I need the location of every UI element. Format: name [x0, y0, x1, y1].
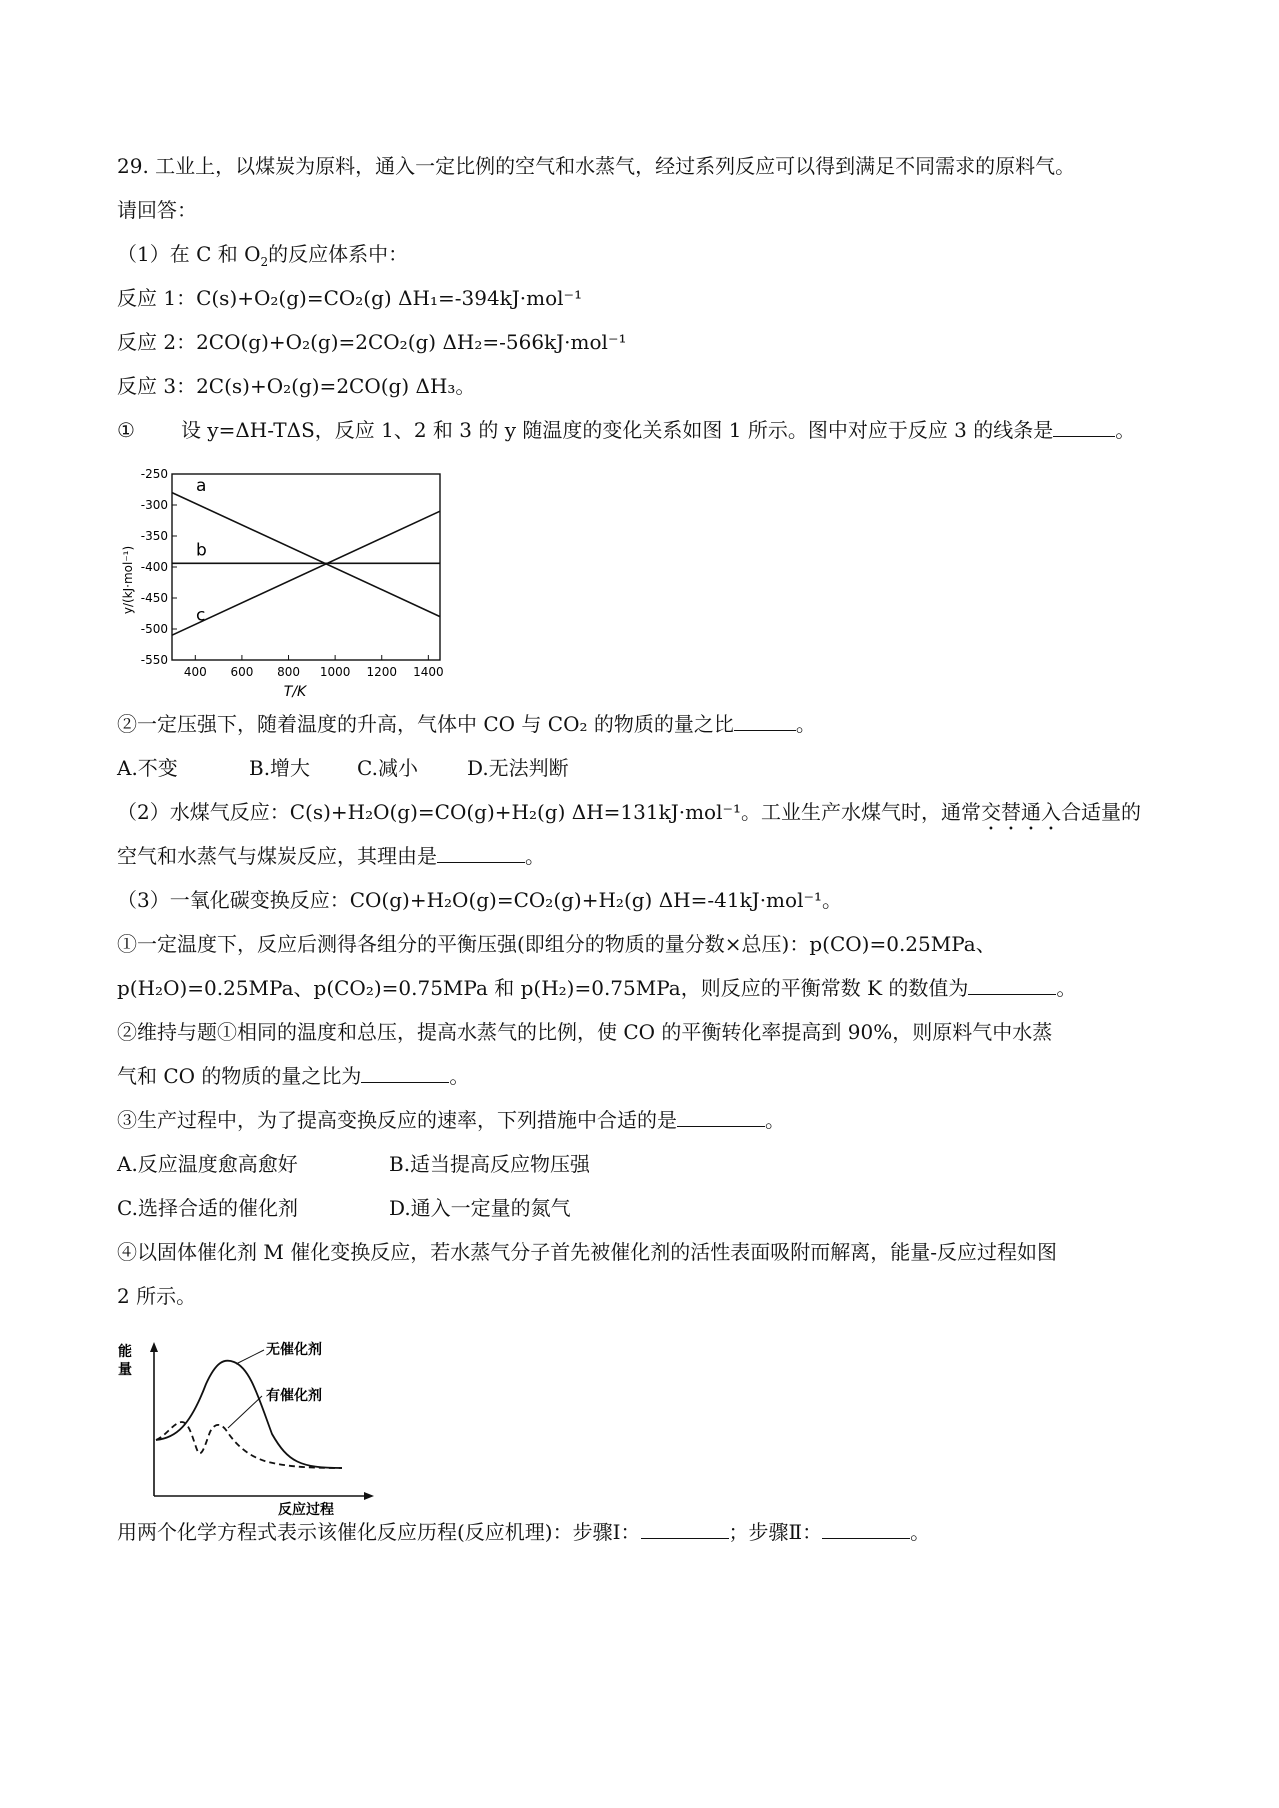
- q1-end: 。: [1115, 418, 1136, 442]
- q2-option-d: D.无法判断: [467, 756, 569, 780]
- part2-end: 。: [525, 844, 545, 868]
- part3-q2-blank[interactable]: [361, 1062, 449, 1083]
- part3-q3-end: 。: [765, 1108, 785, 1132]
- q2-option-a: A.不变: [117, 756, 178, 780]
- fig1-y-tick-label: -500: [140, 622, 168, 636]
- fig1-series-label-c: c: [195, 605, 206, 626]
- q1-number: ①: [117, 418, 135, 442]
- reaction-2: 反应 2：2CO(g)+O₂(g)=2CO₂(g) ΔH₂=-566kJ·mol⁻¹: [117, 330, 627, 354]
- part1-title: [117, 240, 408, 276]
- reaction-3: 反应 3：2C(s)+O₂(g)=2CO(g) ΔH₃。: [117, 374, 476, 398]
- o2-subscript: 2: [260, 255, 269, 269]
- fig1-y-tick-label: -300: [140, 498, 168, 512]
- intro-line-2: 请回答：: [117, 198, 197, 222]
- part3-q1-text: p(H₂O)=0.25MPa、p(CO₂)=0.75MPa 和 p(H₂)=0.75MPa，则反应的平衡常数 K 的数值为: [117, 976, 969, 1000]
- part2-line-2-text: 空气和水蒸气与煤炭反应，其理由是: [117, 844, 437, 868]
- fig1-y-tick-label: -550: [140, 653, 168, 667]
- step1-blank[interactable]: [641, 1518, 729, 1539]
- part1-title-b: 的反应体系中：: [268, 242, 409, 266]
- fig2-y-arrow: [150, 1342, 158, 1352]
- q1-text: 设 y=ΔH-TΔS，反应 1、2 和 3 的 y 随温度的变化关系如图 1 所示。图中对应于反应 3 的线条是: [180, 418, 1054, 442]
- part2-emphasis: 交替通入: [981, 800, 1062, 824]
- fig1-x-tick-label: 400: [183, 665, 207, 679]
- part2-line-1: [117, 798, 1141, 835]
- fig1-x-tick-label: 1400: [413, 665, 444, 679]
- final-end: 。: [910, 1520, 931, 1544]
- q2-end: 。: [795, 712, 816, 736]
- fig1-x-tick-label: 1200: [366, 665, 398, 679]
- part2-blank[interactable]: [437, 842, 525, 863]
- q2-options: [117, 754, 569, 782]
- part3-title: （3）一氧化碳变换反应：CO(g)+H₂O(g)=CO₂(g)+H₂(g) ΔH=-41kJ·mol⁻¹。: [117, 888, 843, 912]
- fig1-y-tick-label: -350: [140, 529, 168, 543]
- fig1-x-tick-label: 800: [277, 665, 300, 679]
- q1-blank[interactable]: [1053, 416, 1115, 437]
- part3-q4-line-1: ④以固体催化剂 M 催化变换反应，若水蒸气分子首先被催化剂的活性表面吸附而解离，能量-反应过程如图: [117, 1240, 1057, 1264]
- question-1-1: [117, 416, 1135, 444]
- part3-q3-option-d: D.通入一定量的氮气: [389, 1196, 571, 1220]
- fig1-x-tick-label: 600: [230, 665, 254, 679]
- part3-q3-options-row-1: [117, 1150, 590, 1178]
- final-text-a: 用两个化学方程式表示该催化反应历程(反应机理)：步骤Ⅰ：: [117, 1520, 641, 1544]
- fig2-y-axis-label-char: 能: [118, 1344, 132, 1360]
- fig1-series-a: [172, 493, 440, 617]
- question-1-2: [117, 710, 816, 738]
- fig1-series-c: [172, 511, 440, 635]
- fig2-label-with-catalyst: 有催化剂: [266, 1388, 322, 1404]
- fig2-x-axis-label: 反应过程: [278, 1502, 334, 1518]
- part3-q3-option-b: B.适当提高反应物压强: [389, 1152, 591, 1176]
- figure-1-chart: [110, 460, 460, 700]
- part3-q3-text: ③生产过程中，为了提高变换反应的速率，下列措施中合适的是: [117, 1108, 677, 1132]
- fig1-y-tick-label: -450: [140, 591, 168, 605]
- fig1-series-label-a: a: [195, 476, 207, 497]
- fig2-y-axis-label-char: 量: [118, 1362, 132, 1378]
- fig1-series-label-b: b: [195, 540, 207, 561]
- part2-text-b: 合适量的: [1061, 800, 1142, 824]
- part3-q3-option-a: A.反应温度愈高愈好: [117, 1152, 298, 1176]
- part3-q2-end: 。: [449, 1064, 470, 1088]
- fig1-lines: [172, 476, 440, 635]
- part3-q3-blank[interactable]: [677, 1106, 765, 1127]
- part3-q1-end: 。: [1056, 976, 1077, 1000]
- intro-line-1: 29. 工业上，以煤炭为原料，通入一定比例的空气和水蒸气，经过系列反应可以得到满足不同需求的原料气。: [117, 154, 1076, 178]
- part3-q1-blank[interactable]: [968, 974, 1056, 995]
- fig1-x-axis-label: T/K: [283, 684, 307, 700]
- fig2-leader-no-catalyst: [236, 1350, 264, 1364]
- q2-blank[interactable]: [734, 710, 796, 731]
- fig2-x-arrow: [364, 1492, 374, 1500]
- fig1-x-tick-label: 1000: [319, 665, 351, 679]
- part1-title-a: （1）在 C 和 O: [117, 242, 261, 266]
- fig1-y-tick-label: -250: [140, 467, 168, 481]
- q2-option-b: B.增大: [249, 756, 311, 780]
- fig2-leader-with-catalyst: [228, 1396, 262, 1428]
- fig1-y-tick-label: -400: [140, 560, 168, 574]
- fig1-y-axis-label: y/(kJ·mol⁻¹): [121, 545, 135, 615]
- fig2-label-no-catalyst: 无催化剂: [266, 1342, 322, 1358]
- part2-line-2: [117, 842, 545, 870]
- part2-text-a: （2）水煤气反应：C(s)+H₂O(g)=CO(g)+H₂(g) ΔH=131kJ·mol⁻¹。工业生产水煤气时，通常: [117, 800, 982, 824]
- fig2-curve-no-catalyst: [156, 1361, 342, 1468]
- part3-q2-text: 气和 CO 的物质的量之比为: [117, 1064, 362, 1088]
- final-question: [117, 1518, 930, 1546]
- part3-q3-option-c: C.选择合适的催化剂: [117, 1196, 298, 1220]
- part3-q1-line-2: [117, 974, 1076, 1002]
- fig2-y-axis-label: [118, 1343, 132, 1378]
- final-text-b: ；步骤Ⅱ：: [728, 1520, 823, 1544]
- part3-q2-line-2: [117, 1062, 469, 1090]
- q2-option-c: C.减小: [357, 756, 418, 780]
- step2-blank[interactable]: [822, 1518, 910, 1539]
- part3-q2-line-1: ②维持与题①相同的温度和总压，提高水蒸气的比例，使 CO 的平衡转化率提高到 90%，则原料气中水蒸: [117, 1020, 1053, 1044]
- q2-text: ②一定压强下，随着温度的升高，气体中 CO 与 CO₂ 的物质的量之比: [117, 712, 734, 736]
- part3-q4-line-2: 2 所示。: [117, 1284, 197, 1308]
- fig2-curve-with-catalyst: [156, 1422, 342, 1468]
- part3-q3: [117, 1106, 785, 1134]
- part3-q3-options-row-2: [117, 1194, 571, 1222]
- figure-2-energy-diagram: [110, 1338, 390, 1518]
- fig1-plot-frame: [172, 474, 440, 660]
- reaction-1: 反应 1：C(s)+O₂(g)=CO₂(g) ΔH₁=-394kJ·mol⁻¹: [117, 286, 583, 310]
- part3-q1-line-1: ①一定温度下，反应后测得各组分的平衡压强(即组分的物质的量分数×总压)：p(CO)=0.25MPa、: [117, 932, 996, 956]
